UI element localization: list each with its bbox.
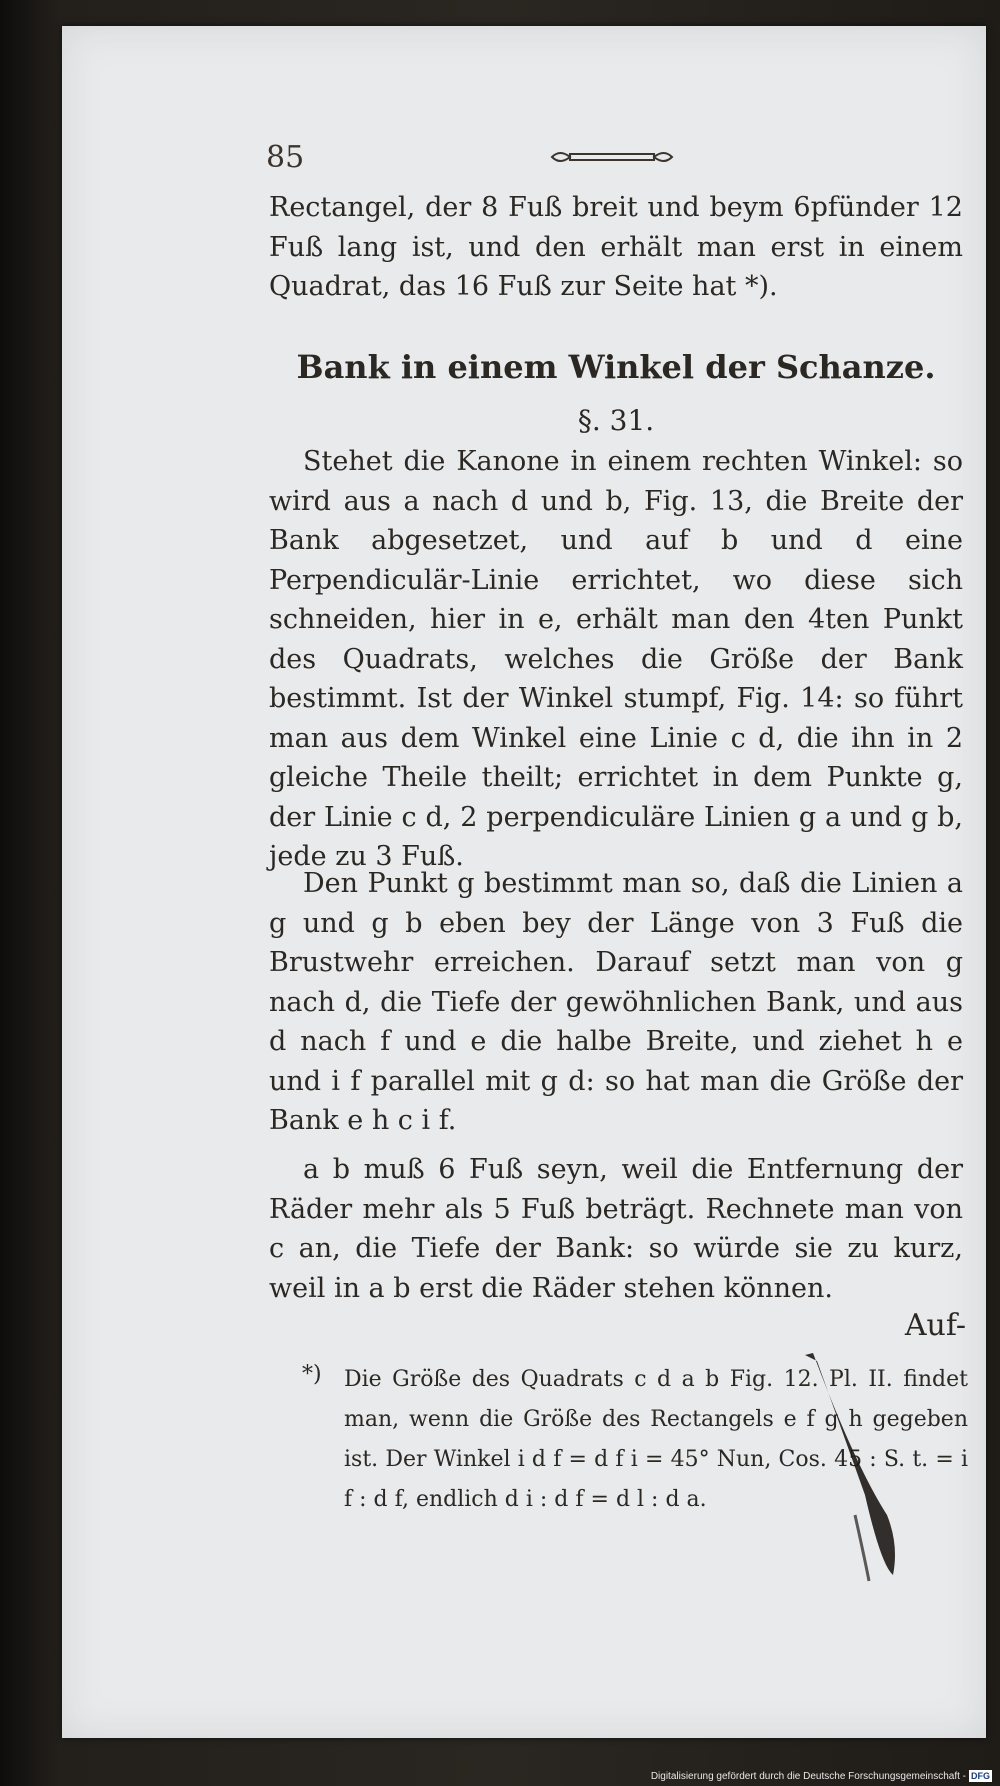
paragraph-right-angle: Stehet die Kanone in einem rechten Winkel: so wird aus a nach d und b, Fig. 13, die Breite der Bank abgesetzet, und auf b und d eine Perpendiculär-Linie errichtet, wo diese sich schneiden, hier in e, erhält man den 4ten Punkt des Quadrats, welches die Größe der Bank bestimmt. Ist der Winkel stumpf, Fig. 14: so führt man aus dem Winkel eine Linie c d, die ihn in 2 gleiche Theile theilt; errichtet in dem Punkte g, der Linie c d, 2 perpendiculäre Linien g a und g b, jede zu 3 Fuß.: [269, 446, 963, 872]
digitization-note: Digitalisierung gefördert durch die Deutsche Forschungsgemeinschaft -: [650, 1770, 966, 1782]
digitization-credit: [651, 1770, 992, 1782]
ink-blot-mark: [795, 1345, 925, 1585]
dfg-logo: DFG: [971, 1771, 990, 1781]
footnote-marker: *): [302, 1362, 322, 1387]
page-number: 85: [266, 140, 305, 175]
page-header: [266, 140, 686, 180]
paragraph-wheels: a b muß 6 Fuß seyn, weil die Entfernung der Räder mehr als 5 Fuß beträgt. Rechnete man von c an, die Tiefe der Bank: so würde sie zu kurz, weil in a b erst die Räder stehen können.: [269, 1154, 963, 1304]
catchword: Auf-: [904, 1308, 966, 1343]
paragraph-continuation: Rectangel, der 8 Fuß breit und beym 6pfünder 12 Fuß lang ist, und den erhält man erst in einem Quadrat, das 16 Fuß zur Seite hat *).: [269, 192, 963, 302]
section-number: §. 31.: [577, 404, 655, 437]
ornamental-rule-icon: [548, 148, 676, 166]
section-heading: Bank in einem Winkel der Schanze.: [296, 348, 936, 386]
paragraph-point-g: Den Punkt g bestimmt man so, daß die Linien a g und g b eben bey der Länge von 3 Fuß die Brustwehr erreichen. Darauf setzt man von g nach d, die Tiefe der gewöhnlichen Bank, und aus d nach f und e die halbe Breite, und ziehet h e und i f parallel mit g d: so hat man die Größe der Bank e h c i f.: [269, 868, 963, 1136]
footnote-text: Die Größe des Quadrats c d a b Fig. 12. Pl. II. findet man, wenn die Größe des Rectangels e f g h gegeben ist. Der Winkel i d f = d f i = 45° Nun, Cos. 45 : S. t. = i f : d f, endlich d i : d f = d l : d a.: [344, 1367, 968, 1512]
